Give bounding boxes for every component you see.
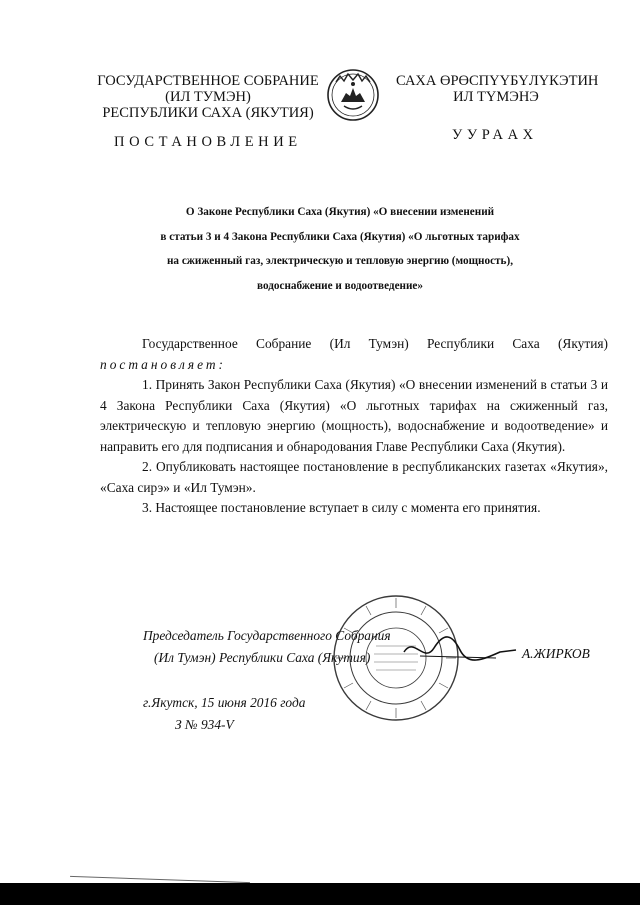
decree-word: постановляет: xyxy=(100,356,226,372)
intro-word: Собрание xyxy=(256,336,312,351)
intro-line xyxy=(142,334,608,355)
document-title xyxy=(100,200,580,298)
position-line: Председатель Государственного Собрания xyxy=(143,628,391,643)
doc-type-yakut: УУРААХ xyxy=(452,127,538,143)
header-left-line: (ИЛ ТУМЭН) xyxy=(165,89,251,105)
place-date-block xyxy=(143,692,305,736)
signatory-position xyxy=(143,625,391,669)
intro-word: Тумэн) xyxy=(368,336,409,351)
coat-of-arms-icon xyxy=(326,66,380,124)
header-left xyxy=(92,73,324,121)
body-item-2: 2. Опубликовать настоящее постановление в республиканских газетах «Якутия», «Саха сирэ» и «Ил Тумэн». xyxy=(100,459,608,495)
intro-word: Саха xyxy=(512,336,540,351)
header-left-line: РЕСПУБЛИКИ САХА (ЯКУТИЯ) xyxy=(102,105,314,121)
place-date: г.Якутск, 15 июня 2016 года xyxy=(143,695,306,710)
document-body xyxy=(100,334,608,519)
header-right-line: ИЛ ТҮМЭНЭ xyxy=(453,89,539,105)
intro-word: Государственное xyxy=(142,336,238,351)
title-line: в статьи 3 и 4 Закона Республики Саха (Якутия) «О льготных тарифах xyxy=(160,230,520,243)
scan-bottom-edge xyxy=(0,883,640,905)
signature-mark xyxy=(400,630,520,670)
document-number: З № 934-V xyxy=(175,717,234,732)
intro-word: (Ил xyxy=(329,336,351,351)
header-right xyxy=(396,73,599,105)
doc-type-ru: ПОСТАНОВЛЕНИЕ xyxy=(114,134,302,150)
position-line: (Ил Тумэн) Республики Саха (Якутия) xyxy=(154,650,371,665)
title-line: О Законе Республики Саха (Якутия) «О внесении изменений xyxy=(185,206,495,218)
header-right-line: САХА ӨРӨСПҮҮБҮЛҮКЭТИН xyxy=(396,73,599,89)
body-item-3: 3. Настоящее постановление вступает в силу с момента его принятия. xyxy=(142,500,541,515)
signatory-name: А.ЖИРКОВ xyxy=(522,646,590,661)
intro-word: Республики xyxy=(426,336,495,351)
intro-word: (Якутия) xyxy=(557,336,608,351)
title-line: на сжиженный газ, электрическую и тепловую энергию (мощность), xyxy=(166,255,513,267)
header-left-line: ГОСУДАРСТВЕННОЕ СОБРАНИЕ xyxy=(97,73,319,89)
title-line: водоснабжение и водоотведение» xyxy=(256,279,423,292)
body-item-1: 1. Принять Закон Республики Саха (Якутия) «О внесении изменений в статьи 3 и 4 Закона Республики Саха (Якутия) «О льготных тарифах на сжиженный газ, электрическую и тепловую энергию (мощность), водоснабжение и водоотведение» и направить его для подписания и обнародования Главе Республики Саха (Якутия). xyxy=(100,377,608,454)
